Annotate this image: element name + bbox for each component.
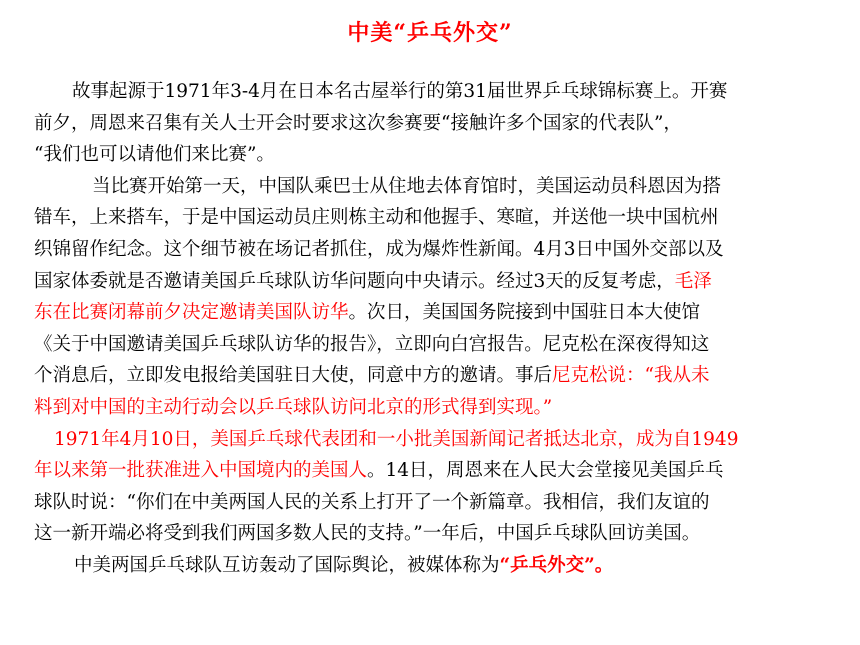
paragraph-1-line-1: 故事起源于1971年3-4月在日本名古屋举行的第31届世界乒乓球锦标赛上。开赛 [72, 81, 728, 102]
highlight-nixon-quote-start: 尼克松说：“我从未 [552, 365, 710, 387]
paragraph-3-line-3: 球队时说：“你们在中美两国人民的关系上打开了一个新篇章。我相信，我们友谊的 [34, 491, 710, 513]
paragraph-3-line-4: 这一新开端必将受到我们两国多数人民的支持。”一年后，中国乒乓球队回访美国。 [34, 523, 701, 545]
paragraph-3-line-2 [34, 455, 834, 487]
highlight-mao-decision-start: 毛泽 [674, 270, 712, 292]
paragraph-1-line-3: “我们也可以请他们来比赛”。 [34, 144, 275, 166]
highlight-nixon-quote: 料到对中国的主动行动会以乒乓球队访问北京的形式得到实现。” [34, 396, 553, 418]
highlight-us-team-arrival: 1971年4月10日，美国乒乓球代表团和一小批美国新闻记者抵达北京，成为自1949 [54, 428, 739, 450]
paragraph-2-line-7 [34, 360, 834, 392]
paragraph-2-line-6: 《关于中国邀请美国乒乓球队访华的报告》，立即向白宫报告。尼克松在深夜得知这 [34, 333, 710, 355]
paragraph-4-line-1-text: 中美两国乒乓球队互访轰动了国际舆论，被媒体称为 [74, 554, 500, 576]
paragraph-2-line-5-text: 。次日，美国国务院接到中国驻日本大使馆 [348, 302, 701, 324]
paragraph-2-line-4 [34, 266, 834, 298]
paragraph-4-line-1 [34, 550, 834, 582]
paragraph-2-line-2: 错车，上来搭车，于是中国运动员庄则栋主动和他握手、寒暄，并送他一块中国杭州 [34, 207, 719, 229]
paragraph-2-line-4-text: 国家体委就是否邀请美国乒乓球队访华问题向中央请示。经过3天的反复考虑， [34, 270, 675, 292]
paragraph-2-line-3: 织锦留作纪念。这个细节被在场记者抓住，成为爆炸性新闻。4月3日中国外交部以及 [34, 238, 724, 260]
paragraph-3-line-2-text: 。14日，周恩来在人民大会堂接见美国乒乓 [367, 460, 724, 482]
paragraph-2-line-7-text: 个消息后，立即发电报给美国驻日大使，同意中方的邀请。事后 [34, 365, 553, 387]
highlight-mao-decision: 东在比赛闭幕前夕决定邀请美国队访华 [34, 302, 349, 324]
article-body [34, 76, 834, 582]
slide-title: 中美“乒乓外交” [347, 20, 513, 46]
paragraph-1-line-2: 前夕，周恩来召集有关人士开会时要求这次参赛要“接触许多个国家的代表队”， [34, 112, 682, 134]
highlight-us-team-arrival-end: 年以来第一批获准进入中国境内的美国人 [34, 460, 368, 482]
paragraph-2-line-1: 当比赛开始第一天，中国队乘巴士从住地去体育馆时，美国运动员科恩因为搭 [92, 175, 722, 197]
highlight-ping-pong-diplomacy: “乒乓外交”。 [499, 554, 614, 576]
paragraph-2-line-5 [34, 297, 834, 329]
